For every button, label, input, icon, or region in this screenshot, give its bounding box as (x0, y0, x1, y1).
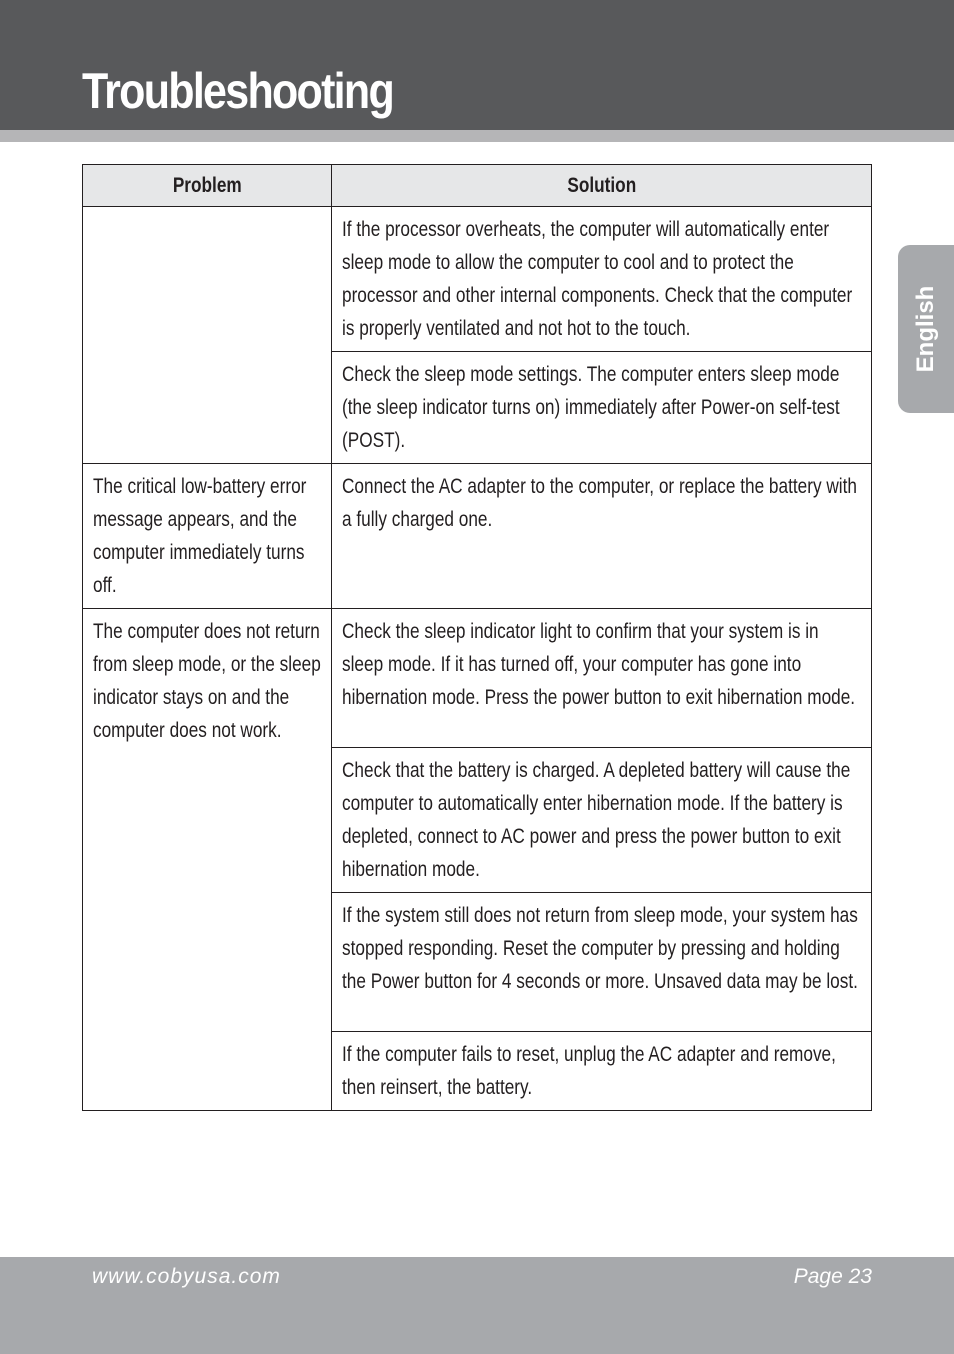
solution-cell: If the system still does not return from sleep mode, your system has stopped responding. Reset the computer by pressing and holding the Power button for 4 seconds or more. Unsaved data may be lost. (332, 893, 872, 1032)
solution-cell: Check that the battery is charged. A depleted battery will cause the computer to automatically enter hibernation mode. If the battery is depleted, connect to AC power and press the power button to exit hibernation mode. (332, 748, 872, 893)
problem-cell: The computer does not return from sleep mode, or the sleep indicator stays on and the computer does not work. (83, 609, 332, 1111)
solution-cell: Check the sleep mode settings. The computer enters sleep mode (the sleep indicator turns on) immediately after Power-on self-test (POST). (332, 352, 872, 464)
column-header-problem: Problem (83, 165, 332, 207)
table-row (83, 207, 872, 352)
page-title: Troubleshooting (82, 63, 394, 119)
header-rule (0, 130, 954, 142)
problem-cell: The critical low-battery error message appears, and the computer immediately turns off. (83, 464, 332, 609)
footer-url: www.cobyusa.com (92, 1265, 281, 1288)
language-tab (898, 245, 954, 413)
language-tab-label: English (912, 285, 939, 373)
column-header-solution: Solution (332, 165, 872, 207)
solution-cell: Check the sleep indicator light to confirm that your system is in sleep mode. If it has turned off, your computer has gone into hibernation mode. Press the power button to exit hibernation mode. (332, 609, 872, 748)
solution-cell: If the processor overheats, the computer will automatically enter sleep mode to allow the computer to cool and to protect the processor and other internal components. Check that the computer is properly ventilated and not hot to the touch. (332, 207, 872, 352)
solution-cell: If the computer fails to reset, unplug the AC adapter and remove, then reinsert, the battery. (332, 1032, 872, 1111)
table-header-row (83, 165, 872, 207)
table-row (83, 464, 872, 609)
page-number: Page 23 (793, 1265, 872, 1288)
table-row (83, 609, 872, 748)
troubleshooting-table (82, 164, 872, 1111)
problem-cell (83, 207, 332, 464)
solution-cell: Connect the AC adapter to the computer, or replace the battery with a fully charged one. (332, 464, 872, 609)
